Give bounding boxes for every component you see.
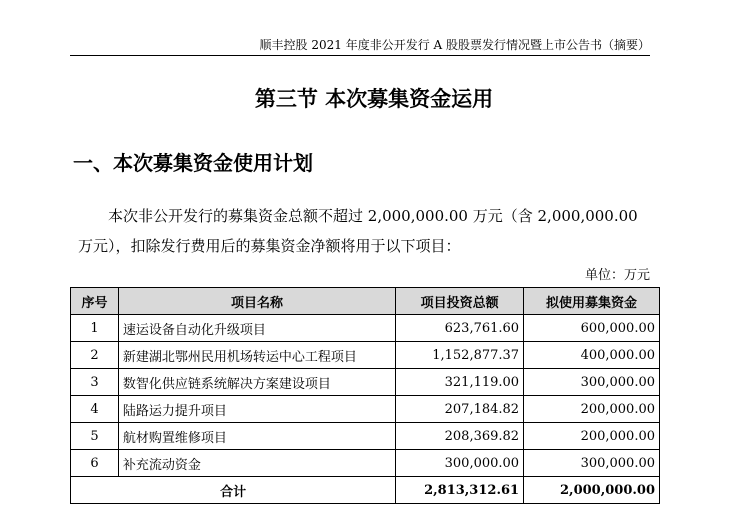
row-investment: 1,152,877.37 xyxy=(396,342,524,369)
table-row xyxy=(71,423,660,450)
row-funds: 300,000.00 xyxy=(524,369,660,396)
table-row xyxy=(71,450,660,477)
section-title: 第三节 本次募集资金运用 xyxy=(254,87,494,111)
row-index: 6 xyxy=(71,450,119,477)
intro-paragraph: 本次非公开发行的募集资金总额不超过 2,000,000.00 万元（含 2,000,000.00 万元），扣除发行费用后的募集资金净额将用于以下项目： xyxy=(78,207,638,255)
sub-title: 一、本次募集资金使用计划 xyxy=(73,151,313,175)
table-row xyxy=(71,315,660,342)
row-funds: 400,000.00 xyxy=(524,342,660,369)
row-project-name: 速运设备自动化升级项目 xyxy=(118,315,395,342)
header-investment: 项目投资总额 xyxy=(396,288,524,315)
row-investment: 207,184.82 xyxy=(396,396,524,423)
row-funds: 200,000.00 xyxy=(524,396,660,423)
header-index: 序号 xyxy=(71,288,119,315)
row-index: 1 xyxy=(71,315,119,342)
row-funds: 200,000.00 xyxy=(524,423,660,450)
table-header-row xyxy=(71,288,660,315)
funds-table xyxy=(70,287,660,504)
header-project-name: 项目名称 xyxy=(118,288,395,315)
row-project-name: 航材购置维修项目 xyxy=(118,423,395,450)
document-header: 顺丰控股 2021 年度非公开发行 A 股股票发行情况暨上市公告书（摘要） xyxy=(259,38,650,52)
table-total-row xyxy=(71,477,660,504)
row-index: 4 xyxy=(71,396,119,423)
row-project-name: 数智化供应链系统解决方案建设项目 xyxy=(118,369,395,396)
row-project-name: 新建湖北鄂州民用机场转运中心工程项目 xyxy=(118,342,395,369)
row-funds: 300,000.00 xyxy=(524,450,660,477)
total-funds: 2,000,000.00 xyxy=(524,477,660,504)
row-investment: 623,761.60 xyxy=(396,315,524,342)
table-row xyxy=(71,369,660,396)
row-investment: 208,369.82 xyxy=(396,423,524,450)
total-investment: 2,813,312.61 xyxy=(396,477,524,504)
row-project-name: 陆路运力提升项目 xyxy=(118,396,395,423)
row-index: 3 xyxy=(71,369,119,396)
row-investment: 300,000.00 xyxy=(396,450,524,477)
table-row xyxy=(71,342,660,369)
row-index: 5 xyxy=(71,423,119,450)
header-funds: 拟使用募集资金 xyxy=(524,288,660,315)
row-project-name: 补充流动资金 xyxy=(118,450,395,477)
row-index: 2 xyxy=(71,342,119,369)
row-investment: 321,119.00 xyxy=(396,369,524,396)
header-divider xyxy=(70,55,650,56)
total-label: 合计 xyxy=(71,477,396,504)
table-row xyxy=(71,396,660,423)
unit-label: 单位：万元 xyxy=(584,268,650,283)
row-funds: 600,000.00 xyxy=(524,315,660,342)
